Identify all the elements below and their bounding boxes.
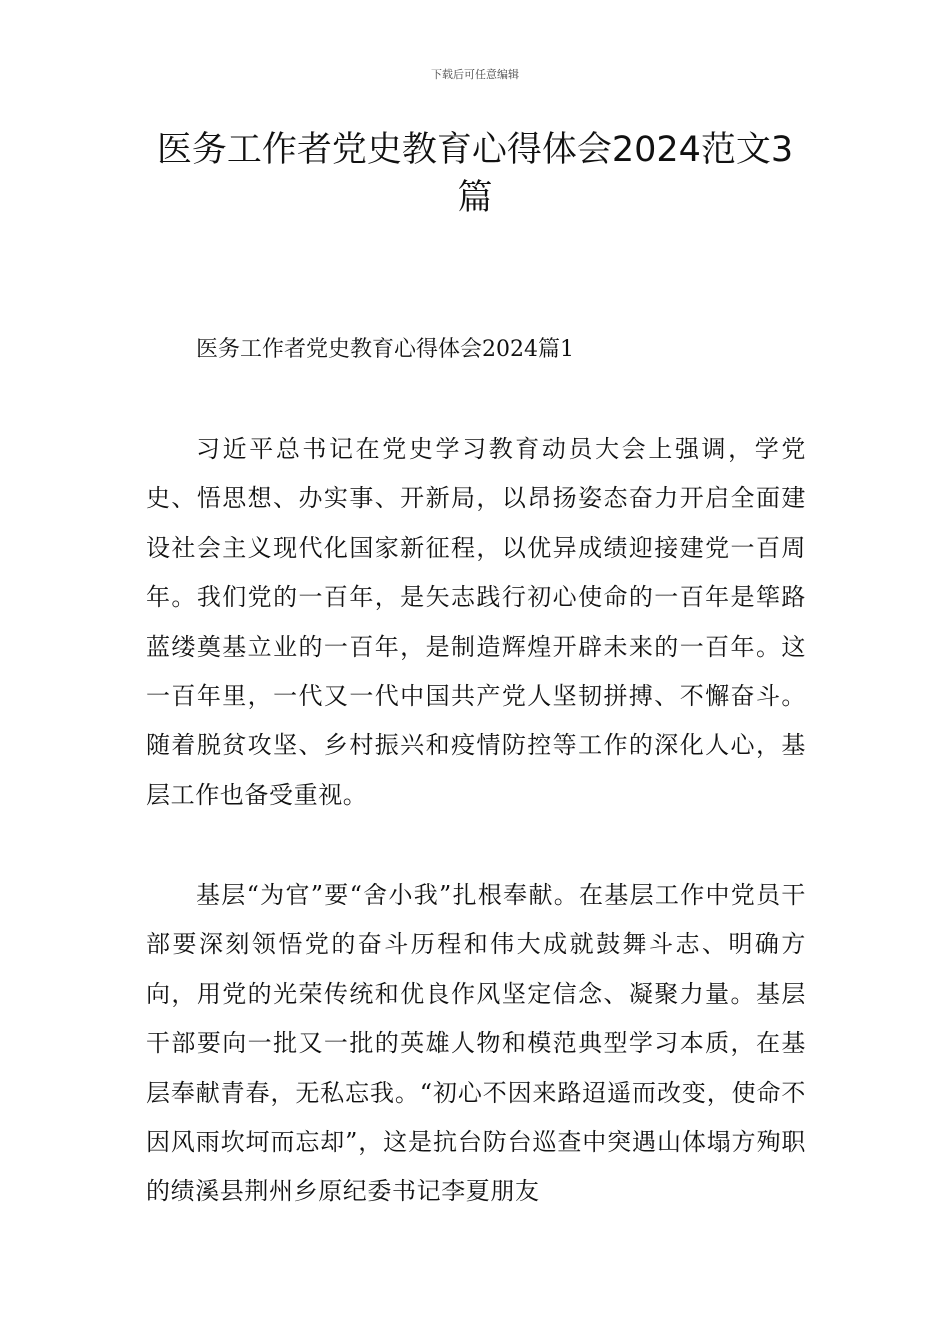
body-paragraph-1: 习近平总书记在党史学习教育动员大会上强调，学党史、悟思想、办实事、开新局，以昂扬姿态奋力开启全面建设社会主义现代化国家新征程，以优异成绩迎接建党一百周年。我们党的一百年，是矢志践行初心使命的一百年是筚路蓝缕奠基立业的一百年，是制造辉煌开辟未来的一百年。这一百年里，一代又一代中国共产党人坚韧拼搏、不懈奋斗。随着脱贫攻坚、乡村振兴和疫情防控等工作的深化人心，基层工作也备受重视。	[146, 435, 806, 809]
document-title: 医务工作者党史教育心得体会2024范文3篇	[156, 130, 794, 218]
header-note: 下载后可任意编辑	[431, 68, 519, 81]
section-heading: 医务工作者党史教育心得体会2024篇1	[196, 337, 574, 362]
body-paragraph-2: 基层“为官”要“舍小我”扎根奉献。在基层工作中党员干部要深刻领悟党的奋斗历程和伟大成就鼓舞斗志、明确方向，用党的光荣传统和优良作风坚定信念、凝聚力量。基层干部要向一批又一批的英雄人物和模范典型学习本质，在基层奉献青春，无私忘我。“初心不因来路迢遥而改变，使命不因风雨坎坷而忘却”，这是抗台防台巡查中突遇山体塌方殉职的绩溪县荆州乡原纪委书记李夏朋友	[146, 881, 806, 1206]
